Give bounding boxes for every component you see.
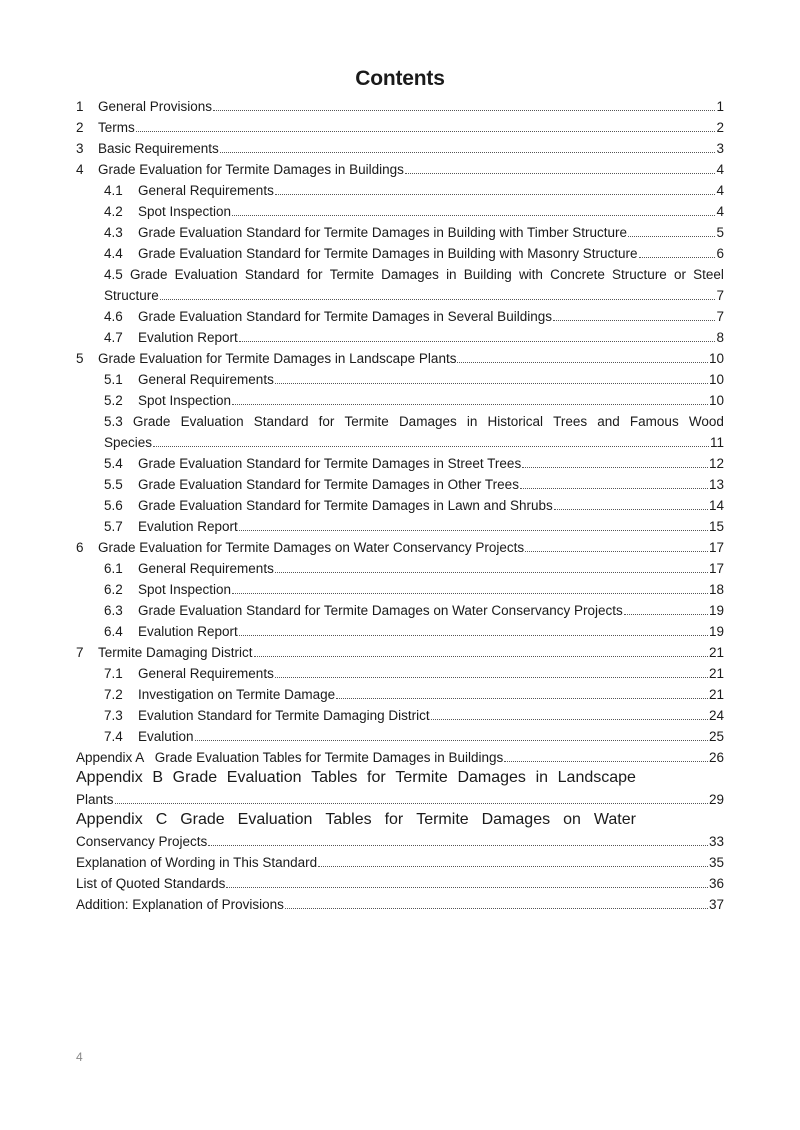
- toc-entry-number: 2: [76, 120, 84, 135]
- toc-leader-dots: [226, 887, 708, 888]
- toc-leader-dots: [136, 131, 716, 132]
- toc-page-number: 14: [708, 498, 724, 513]
- toc-entry-wrapped-line: [76, 768, 636, 787]
- toc-leader-dots: [639, 257, 716, 258]
- toc-page-number: 17: [708, 540, 724, 555]
- toc-page-number: 15: [708, 519, 724, 534]
- toc-entry-number: 4.1: [104, 183, 123, 198]
- toc-page-number: 19: [708, 603, 724, 618]
- toc-word: Termite: [329, 267, 374, 282]
- toc-page-number: 4: [716, 162, 724, 177]
- toc-entry[interactable]: [76, 535, 724, 556]
- toc-entry[interactable]: [104, 241, 724, 262]
- toc-word: Standard: [244, 267, 300, 282]
- toc-leader-dots: [431, 719, 708, 720]
- toc-entry-label: Grade Evaluation Standard for Termite Damages in Several Buildings: [138, 309, 552, 324]
- toc-entry[interactable]: [76, 136, 724, 157]
- toc-leader-dots: [522, 467, 708, 468]
- toc-word: Water: [593, 811, 636, 828]
- toc-leader-dots: [239, 341, 716, 342]
- toc-entry-number: 4.2: [104, 204, 123, 219]
- toc-leader-dots: [115, 803, 708, 804]
- toc-page-number: 6: [716, 246, 724, 261]
- toc-leader-dots: [628, 236, 715, 237]
- toc-page-number: 18: [708, 582, 724, 597]
- toc-page-number: 7: [716, 288, 724, 303]
- toc-entry[interactable]: [104, 430, 724, 451]
- toc-word: in: [466, 414, 478, 429]
- toc-entry-number: 1: [76, 99, 84, 114]
- toc-entry[interactable]: [76, 640, 724, 661]
- toc-word: on: [563, 811, 581, 828]
- toc-word: Concrete: [550, 267, 605, 282]
- toc-page-number: 26: [708, 750, 724, 765]
- toc-leader-dots: [239, 635, 708, 636]
- toc-word: Grade: [180, 811, 225, 828]
- toc-word: Evaluation: [226, 769, 302, 786]
- toc-leader-dots: [213, 110, 715, 111]
- toc-page-number: 10: [708, 372, 724, 387]
- toc-page-number: 21: [708, 666, 724, 681]
- toc-entry-label: General Requirements: [138, 372, 274, 387]
- toc-word: with: [518, 267, 543, 282]
- toc-word: Tables: [325, 811, 372, 828]
- toc-leader-dots: [553, 320, 716, 321]
- toc-page-number: 29: [708, 792, 724, 807]
- toc-page-number: 35: [708, 855, 724, 870]
- toc-entry-number: 7: [76, 645, 84, 660]
- toc-word: Grade: [129, 267, 168, 282]
- toc-word: Termite: [416, 811, 469, 828]
- toc-word: Termite: [344, 414, 389, 429]
- toc-page-number: 4: [716, 204, 724, 219]
- toc-entry[interactable]: [104, 283, 724, 304]
- toc-entry-label: General Requirements: [138, 561, 274, 576]
- toc-entry[interactable]: [104, 598, 724, 619]
- toc-entry[interactable]: [104, 682, 724, 703]
- toc-entry-number: 6.4: [104, 624, 123, 639]
- toc-entry[interactable]: [104, 367, 724, 388]
- toc-leader-dots: [254, 656, 708, 657]
- toc-entry[interactable]: [104, 514, 724, 535]
- toc-entry-number: 5.6: [104, 498, 123, 513]
- toc-entry-label: Termite Damaging District: [98, 645, 253, 660]
- toc-entry[interactable]: [76, 346, 724, 367]
- toc-word: Steel: [693, 267, 724, 282]
- toc-entry-label: Grade Evaluation Standard for Termite Damages in Building with Timber Structure: [138, 225, 627, 240]
- toc-entry-label: Investigation on Termite Damage: [138, 687, 336, 702]
- toc-entry[interactable]: [104, 577, 724, 598]
- toc-leader-dots: [275, 383, 708, 384]
- toc-leader-dots: [318, 866, 708, 867]
- toc-page-number: 5: [716, 225, 724, 240]
- toc-entry-label: General Requirements: [138, 666, 274, 681]
- toc-word: Standard: [253, 414, 309, 429]
- toc-entry-wrapped-line: [104, 266, 724, 283]
- toc-entry-number: 6: [76, 540, 84, 555]
- toc-entry-label: Explanation of Wording in This Standard: [76, 855, 318, 870]
- toc-entry[interactable]: [104, 388, 724, 409]
- toc-entry[interactable]: [76, 850, 724, 871]
- toc-entry[interactable]: [104, 493, 724, 514]
- toc-page-number: 8: [716, 330, 724, 345]
- toc-entry[interactable]: [104, 472, 724, 493]
- toc-word: B: [152, 769, 164, 786]
- toc-entry-number: 4.4: [104, 246, 123, 261]
- toc-entry[interactable]: [76, 892, 724, 913]
- toc-word: 4.5: [104, 267, 123, 282]
- toc-entry-label: Evalution: [138, 729, 194, 744]
- toc-leader-dots: [275, 194, 716, 195]
- toc-leader-dots: [232, 404, 708, 405]
- toc-page-number: 3: [716, 141, 724, 156]
- toc-entry[interactable]: [76, 745, 724, 766]
- toc-word: Landscape: [557, 769, 636, 786]
- toc-entry-label: Grade Evaluation Standard for Termite Damages in Building with Masonry Structure: [138, 246, 638, 261]
- toc-leader-dots: [525, 551, 708, 552]
- toc-word: Damages: [457, 769, 526, 786]
- toc-entry[interactable]: [76, 157, 724, 178]
- toc-leader-dots: [220, 152, 716, 153]
- toc-word: and: [597, 414, 620, 429]
- toc-word: Damages: [398, 414, 457, 429]
- toc-entry-number: 7.2: [104, 687, 123, 702]
- toc-entry-label: Grade Evaluation Standard for Termite Damages on Water Conservancy Projects: [138, 603, 623, 618]
- toc-entry[interactable]: [104, 304, 724, 325]
- toc-word: Damages: [481, 811, 551, 828]
- toc-page-number: 10: [708, 351, 724, 366]
- toc-page-number: 37: [708, 897, 724, 912]
- page-title: Contents: [355, 67, 445, 90]
- toc-entry-number: 4.6: [104, 309, 123, 324]
- toc-leader-dots: [232, 593, 708, 594]
- toc-word: in: [535, 769, 549, 786]
- page-number-footer: 4: [76, 1050, 83, 1064]
- toc-entry-wrapped-line: [104, 413, 724, 430]
- toc-entry[interactable]: [104, 724, 724, 745]
- toc-entry-number: 5: [76, 351, 84, 366]
- toc-entry-wrapped-line: [76, 810, 636, 829]
- toc-word: Wood: [688, 414, 724, 429]
- toc-word: Evaluation: [174, 267, 238, 282]
- toc-word: Appendix: [76, 811, 143, 828]
- toc-word: Tables: [311, 769, 358, 786]
- toc-page-number: 13: [708, 477, 724, 492]
- toc-entry-number: 5.4: [104, 456, 123, 471]
- toc-word: C: [155, 811, 168, 828]
- toc-entry-label: List of Quoted Standards: [76, 876, 226, 891]
- toc-entry-label: General Requirements: [138, 183, 274, 198]
- toc-word: Trees: [553, 414, 588, 429]
- toc-word: Historical: [487, 414, 543, 429]
- toc-entry-number: 7.4: [104, 729, 123, 744]
- toc-word: for: [367, 769, 386, 786]
- toc-leader-dots: [195, 740, 708, 741]
- toc-entry[interactable]: [76, 94, 724, 115]
- toc-entry-number: 5.7: [104, 519, 123, 534]
- toc-entry-label: Grade Evaluation for Termite Damages in Buildings: [98, 162, 404, 177]
- toc-entry-label: Structure: [104, 288, 159, 303]
- toc-entry-label: Grade Evaluation Standard for Termite Damages in Other Trees: [138, 477, 519, 492]
- toc-page-number: 1: [716, 99, 724, 114]
- toc-entry[interactable]: [104, 661, 724, 682]
- toc-entry-number: 4.7: [104, 330, 123, 345]
- toc-word: Damages: [381, 267, 439, 282]
- toc-page-number: 4: [716, 183, 724, 198]
- toc-entry[interactable]: [76, 115, 724, 136]
- toc-entry-label: Grade Evaluation Standard for Termite Damages in Lawn and Shrubs: [138, 498, 553, 513]
- toc-page-number: 2: [716, 120, 724, 135]
- toc-entry-number: 4: [76, 162, 84, 177]
- toc-entry-label: Spot Inspection: [138, 582, 232, 597]
- toc-entry-number: 7.3: [104, 708, 123, 723]
- toc-entry[interactable]: [76, 829, 724, 850]
- toc-page-number: 25: [708, 729, 724, 744]
- toc-entry[interactable]: [104, 178, 724, 199]
- toc-entry[interactable]: [76, 787, 724, 808]
- toc-word: Grade: [172, 769, 218, 786]
- toc-entry-label: Plants: [76, 792, 114, 807]
- toc-entry[interactable]: [76, 871, 724, 892]
- toc-entry[interactable]: [104, 703, 724, 724]
- toc-word: Termite: [395, 769, 448, 786]
- toc-entry-label: Conservancy Projects: [76, 834, 208, 849]
- toc-page-number: 21: [708, 645, 724, 660]
- toc-entry-label: Basic Requirements: [98, 141, 219, 156]
- toc-entry-number: 5.2: [104, 393, 123, 408]
- toc-word: Evaluation: [180, 414, 244, 429]
- toc-page-number: 33: [708, 834, 724, 849]
- toc-entry-number: 7.1: [104, 666, 123, 681]
- toc-leader-dots: [160, 299, 716, 300]
- toc-page-number: 36: [708, 876, 724, 891]
- toc-entry-label: Spot Inspection: [138, 393, 232, 408]
- toc-leader-dots: [554, 509, 708, 510]
- toc-word: in: [446, 267, 457, 282]
- toc-entry-label: Grade Evaluation for Termite Damages on Water Conservancy Projects: [98, 540, 525, 555]
- toc-leader-dots: [336, 698, 708, 699]
- toc-page-number: 24: [708, 708, 724, 723]
- toc-entry-label: Evalution Report: [138, 519, 238, 534]
- toc-entry[interactable]: [104, 619, 724, 640]
- toc-leader-dots: [457, 362, 708, 363]
- toc-entry-label: Terms: [98, 120, 135, 135]
- toc-entry-number: 6.2: [104, 582, 123, 597]
- toc-leader-dots: [520, 488, 708, 489]
- toc-entry-label: General Provisions: [98, 99, 213, 114]
- toc-entry-label: Grade Evaluation for Termite Damages in Landscape Plants: [98, 351, 457, 366]
- toc-entry-label: Addition: Explanation of Provisions: [76, 897, 284, 912]
- toc-page-number: 12: [708, 456, 724, 471]
- toc-entry[interactable]: [104, 199, 724, 220]
- toc-entry[interactable]: [104, 556, 724, 577]
- toc-entry[interactable]: [104, 325, 724, 346]
- toc-leader-dots: [624, 614, 708, 615]
- toc-leader-dots: [275, 572, 708, 573]
- toc-leader-dots: [405, 173, 716, 174]
- toc-word: for: [306, 267, 323, 282]
- toc-entry-number: 6.3: [104, 603, 123, 618]
- toc-leader-dots: [232, 215, 715, 216]
- toc-page-number: 19: [708, 624, 724, 639]
- toc-entry-label: Grade Evaluation Standard for Termite Damages in Street Trees: [138, 456, 522, 471]
- toc-entry-label: Evalution Report: [138, 330, 238, 345]
- toc-word: 5.3: [104, 414, 123, 429]
- toc-leader-dots: [285, 908, 708, 909]
- toc-page-number: 21: [708, 687, 724, 702]
- toc-entry-number: 5.1: [104, 372, 123, 387]
- toc-leader-dots: [504, 761, 708, 762]
- toc-word: Evaluation: [237, 811, 313, 828]
- toc-page-number: 7: [716, 309, 724, 324]
- toc-page-number: 17: [708, 561, 724, 576]
- toc-entry-number: 3: [76, 141, 84, 156]
- toc-leader-dots: [208, 845, 708, 846]
- toc-leader-dots: [239, 530, 708, 531]
- toc-word: Grade: [132, 414, 171, 429]
- toc-word: Famous: [629, 414, 679, 429]
- toc-entry-label: Evalution Standard for Termite Damaging District: [138, 708, 430, 723]
- toc-word: for: [318, 414, 335, 429]
- toc-entry-number: 4.3: [104, 225, 123, 240]
- toc-leader-dots: [153, 446, 709, 447]
- toc-leader-dots: [275, 677, 708, 678]
- toc-entry-label: Species: [104, 435, 153, 450]
- toc-entry-label: Evalution Report: [138, 624, 238, 639]
- toc-word: for: [384, 811, 404, 828]
- toc-entry-number: 6.1: [104, 561, 123, 576]
- toc-entry-label: Appendix A Grade Evaluation Tables for Termite Damages in Buildings: [76, 750, 504, 765]
- toc-entry[interactable]: [104, 220, 724, 241]
- toc-page-number: 11: [709, 435, 724, 450]
- toc-word: Structure: [612, 267, 667, 282]
- toc-word: Appendix: [76, 769, 143, 786]
- toc-page-number: 10: [708, 393, 724, 408]
- toc-entry-label: Spot Inspection: [138, 204, 232, 219]
- toc-entry[interactable]: [104, 451, 724, 472]
- toc-word: or: [673, 267, 686, 282]
- toc-word: Building: [463, 267, 512, 282]
- toc-entry-number: 5.5: [104, 477, 123, 492]
